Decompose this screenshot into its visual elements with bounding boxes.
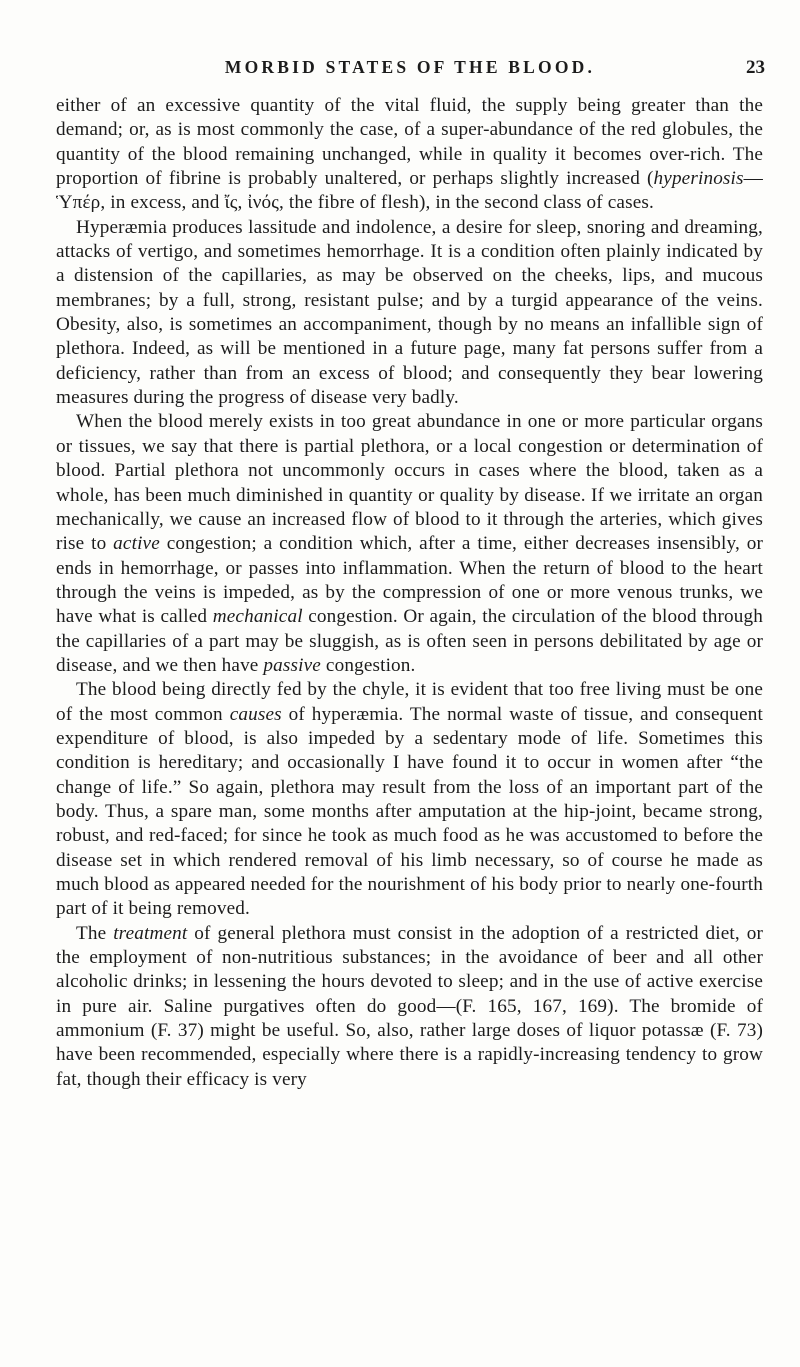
italic-term-mechanical: mechanical [212, 606, 303, 628]
paragraph-2 [56, 216, 763, 411]
text-run: The blood being directly fed by the chyle, it is evident that too free living must be one of the most common [56, 679, 763, 725]
italic-term-causes: causes [229, 703, 282, 725]
italic-term-active: active [113, 533, 160, 555]
italic-term-passive: passive [263, 654, 321, 676]
text-run: —Ὑπέρ, in excess, and ἴς, ἰνός, the fibre of flesh), in the second class of cases. [56, 168, 763, 214]
text-run: Hyperæmia produces lassitude and indolence, a desire for sleep, snoring and dreaming, attacks of vertigo, and sometimes hemorrhage. It is a condition often plainly indicated by a distension of the capillaries, as may be observed on the cheeks, lips, and mucous membranes; by a full, strong, resistant pulse; and by a turgid appearance of the veins. Obesity, also, is sometimes an accompaniment, though by no means an infallible sign of plethora. Indeed, as will be mentioned in a future page, many fat persons suffer from a deficiency, rather than from an excess of blood; and consequently they bear lowering measures during the progress of disease very badly. [56, 216, 763, 409]
italic-term-hyperinosis: hyperinosis [653, 168, 744, 190]
text-run: congestion; a condition which, after a time, either decreases insensibly, or ends in hemorrhage, or passes into inflammation. When the return of blood to the heart through the veins is impeded, as by the compression of one or more venous trunks, we have what is called [56, 533, 763, 628]
italic-term-treatment: treatment [113, 922, 188, 944]
paragraph-3 [56, 410, 763, 678]
page-header [55, 57, 765, 83]
text-run: congestion. Or again, the circulation of the blood through the capillaries of a part may be sluggish, as is often seen in persons debilitated by age or disease, and we then have [56, 606, 763, 676]
text-run: of hyperæmia. The normal waste of tissue, and consequent expenditure of blood, is also impeded by a sedentary mode of life. Sometimes this condition is hereditary; and occasionally I have found it to occur in women after “the change of life.” So again, plethora may result from the loss of an important part of the body. Thus, a spare man, some months after amputation at the hip-joint, became strong, robust, and red-faced; for since he took as much food as he was accustomed to before the disease set in which rendered removal of his limb necessary, so of course he made as much blood as appeared needed for the nourishment of his body prior to nearly one-fourth part of it being removed. [56, 703, 763, 920]
paragraph-1 [56, 94, 763, 216]
page-number: 23 [746, 57, 765, 78]
text-run: of general plethora must consist in the adoption of a restricted diet, or the employment of non-nutritious substances; in the avoidance of beer and all other alcoholic drinks; in lessening the hours devoted to sleep; and in the use of active exercise in pure air. Saline purgatives often do good—(F. 165, 167, 169). The bromide of ammonium (F. 37) might be useful. So, also, rather large doses of liquor potassæ (F. 73) have been recommended, especially where there is a rapidly-increasing tendency to grow fat, though their efficacy is very [56, 922, 764, 1090]
text-run: When the blood merely exists in too great abundance in one or more particular organs or tissues, we say that there is partial plethora, or a local congestion or determination of blood. Partial plethora not uncommonly occurs in cases where the blood, taken as a whole, has been much diminished in quantity or quality by disease. If we irritate an organ mechanically, we cause an increased flow of blood to it through the arteries, which gives rise to [56, 411, 763, 555]
text-run: either of an excessive quantity of the vital fluid, the supply being greater than the demand; or, as is most commonly the case, of a super-abundance of the red globules, the quantity of the blood remaining unchanged, while in quality it becomes over-rich. The proportion of fibrine is probably unaltered, or perhaps slightly increased ( [56, 95, 763, 190]
paragraph-4 [56, 678, 763, 921]
body-text [56, 94, 763, 1092]
text-run: congestion. [320, 654, 416, 676]
text-run: The [76, 922, 114, 944]
running-head: MORBID STATES OF THE BLOOD. [224, 57, 596, 77]
paragraph-5 [56, 922, 763, 1092]
